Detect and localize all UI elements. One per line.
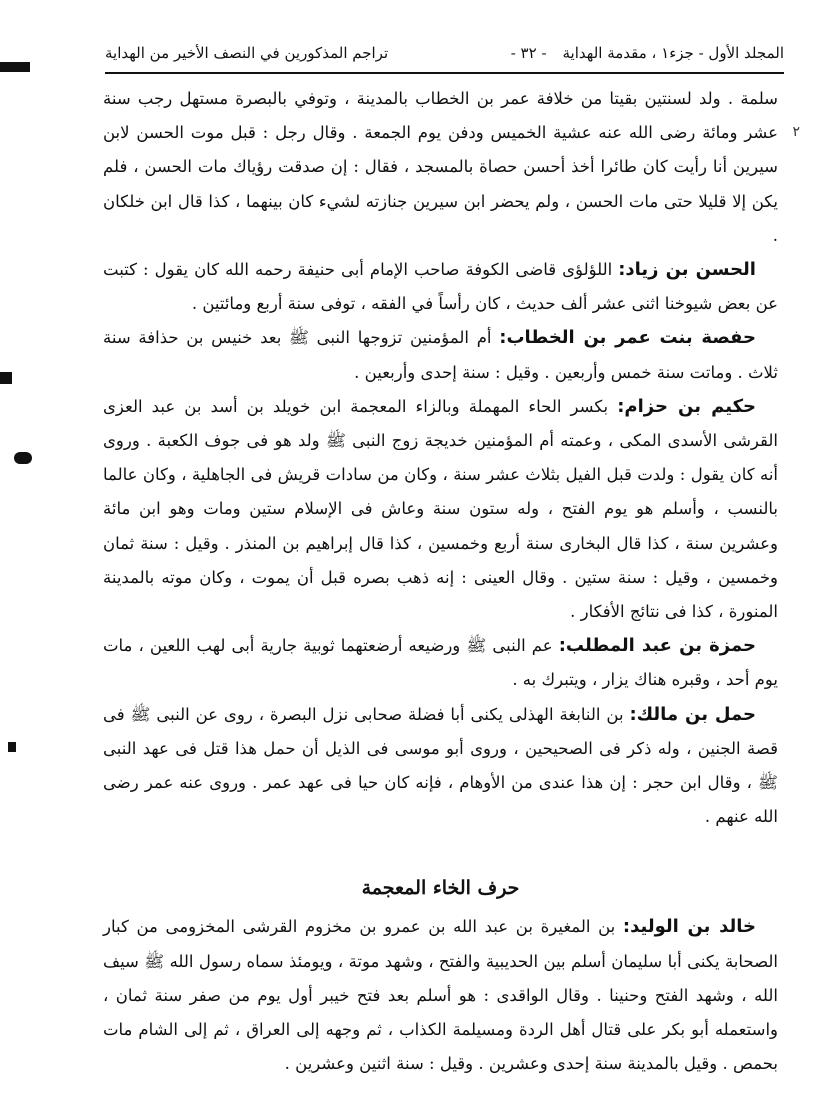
- running-header: [105, 34, 784, 72]
- entry-khalid-ibn-al-walid: [103, 910, 778, 1081]
- entry-text: اللؤلؤى قاضى الكوفة صاحب الإمام أبى حنيفة رحمه الله كان يقول : كتبت عن بعض شيوخنا اثنى عشر ألف حديث ، كان رأساً في الفقه ، توفى سنة أربع ومائتين .: [103, 260, 778, 314]
- entry-text: بن النابغة الهذلى يكنى أبا فضلة صحابى نزل البصرة ، روى عن النبى ﷺ فى قصة الجنين ، وله ذكر فى الصحيحين ، وروى أبو موسى فى الذيل أن حمل هذا قتل فى عهد النبى ﷺ ، وقال ابن حجر : إن هذا عندى من الأوهام ، فإنه كان حيا فى عهد عمر . وروى عنه عمر رضى الله عنهم .: [103, 704, 778, 827]
- header-rule: [105, 72, 784, 74]
- entry-hasan-ibn-ziyad: [103, 253, 778, 321]
- lead-paragraph: سلمة . ولد لسنتين بقيتا من خلافة عمر بن الخطاب بالمدينة ، وتوفي بالبصرة مستهل رجب سنة عشر ومائة رضى الله عنه عشية الخميس ودفن يوم الجمعة . وقال رجل : قبل موت الحسن لابن سيرين أنا رأيت كان طائرا أخذ أحسن حصاة بالمسجد ، فقال : إن صدقت رؤياك مات الحسن ، فلم يكن إلا قليلا حتى مات الحسن ، ولم يحضر ابن سيرين جنازته لشيء كان بينهما ، كذا قال ابن خلكان .: [103, 89, 778, 245]
- header-section: تراجم المذكورين في النصف الأخير من الهداية: [105, 44, 389, 62]
- entry-name: حمل بن مالك:: [629, 703, 757, 725]
- entry-name: حكيم بن حزام:: [617, 395, 757, 417]
- scan-mark: [0, 372, 12, 384]
- entry-haml-ibn-malik: [103, 698, 778, 835]
- header-volume: المجلد الأول - جزء١ ، مقدمة الهداية: [562, 44, 784, 62]
- page-body: [103, 82, 778, 1081]
- entry-name: حفصة بنت عمر بن الخطاب:: [499, 327, 756, 349]
- entry-name: الحسن بن زياد:: [618, 259, 756, 281]
- scan-mark: [8, 742, 16, 752]
- entry-name: حمزة بن عبد المطلب:: [558, 635, 757, 657]
- entry-text: بكسر الحاء المهملة وبالزاء المعجمة ابن خويلد بن أسد بن عبد العزى القرشى الأسدى المكى ، وعمته أم المؤمنين خديجة زوج النبى ﷺ ولد هو فى جوف الكعبة . وروى أنه كان يقول : ولدت قبل الفيل بثلاث عشر سنة ، وكان من سادات قريش فى الجاهلية ، وكان عالما بالنسب ، وأسلم هو يوم الفتح ، وله ستون سنة وعاش فى الإسلام ستين ومات وهو ابن مائة وعشرين سنة ، كذا قال البخارى سنة أربع وخمسين ، كذا قال إبراهيم بن المنذر . وقيل : سنة ثمان وخمسين ، وقيل : سنة ستين . وقال العينى : إنه ذهب بصره قبل أن يموت ، وكان موته بالمدينة المنورة ، كذا فى نتائج الأفكار .: [103, 396, 778, 622]
- scan-mark: [0, 62, 30, 72]
- page-number: - ٣٢ -: [510, 44, 547, 62]
- section-title: حرف الخاء المعجمة: [361, 877, 520, 900]
- entry-text: بن المغيرة بن عبد الله بن عمرو بن مخزوم القرشى المخزومى من كبار الصحابة يكنى أبا سليمان أسلم بين الحديبية والفتح ، وشهد موتة ، ويومئذ سماه رسول الله ﷺ سيف الله ، وشهد الفتح وحنينا . وقال الواقدى : هو أسلم بعد فتح خيبر أول يوم من صفر سنة ثمان ، واستعمله أبو بكر على قتال أهل الردة ومسيلمة الكذاب ، ثم وجهه إلى العراق ، ثم إلى الشام مات بحمص . وقيل بالمدينة سنة إحدى وعشرين . وقيل : سنة اثنين وعشرين .: [103, 917, 778, 1074]
- entry-hafsa: [103, 321, 778, 389]
- entry-hakim-ibn-hizam: [103, 390, 778, 629]
- entry-hamza: [103, 629, 778, 697]
- scan-mark: [14, 452, 32, 464]
- entry-text: أم المؤمنين تزوجها النبى ﷺ بعد خنيس بن حذافة سنة ثلاث . وماتت سنة خمس وأربعين . وقيل : سنة إحدى وأربعين .: [103, 328, 778, 382]
- entry-text: عم النبى ﷺ ورضيعه أرضعتهما ثوبية جارية أبى لهب اللعين ، مات يوم أحد ، وقبره هناك يزار ، ويتبرك به .: [103, 636, 778, 690]
- side-note: ٢: [792, 124, 800, 140]
- entry-name: خالد بن الوليد:: [622, 916, 756, 938]
